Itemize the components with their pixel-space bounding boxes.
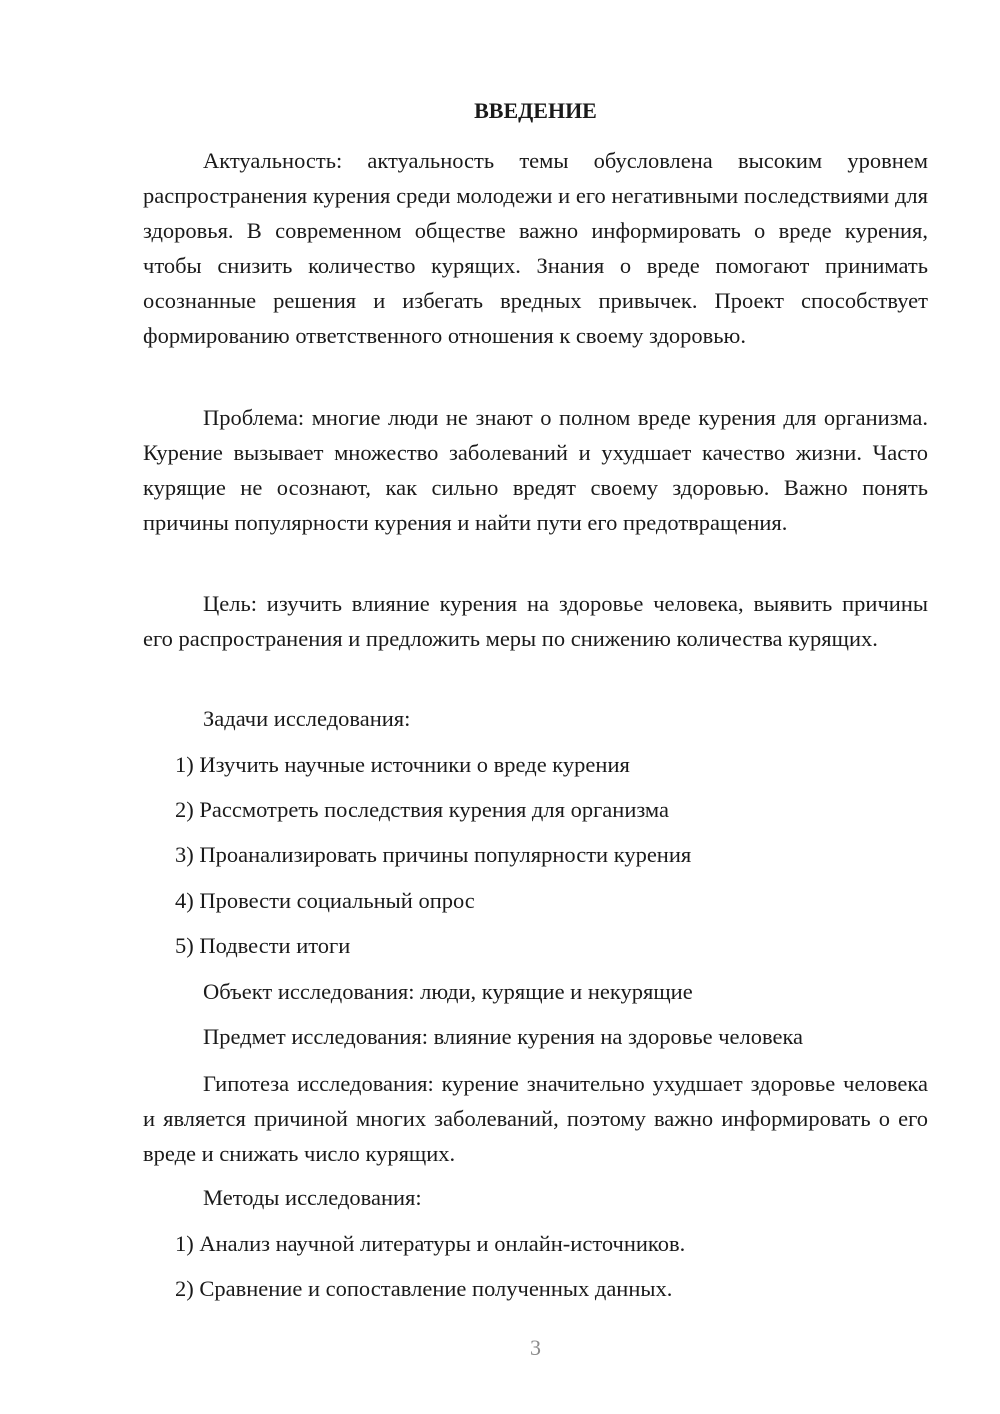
hypothesis-paragraph: Гипотеза исследования: курение значительно ухудшает здоровье человека и является причиной многих заболеваний, поэтому важно информировать о его вреде и снижать число курящих. [143, 1071, 928, 1166]
task-item: 4) Провести социальный опрос [175, 888, 475, 913]
problem-paragraph: Проблема: многие люди не знают о полном вреде курения для организма. Курение вызывает множество заболеваний и ухудшает качество жизни. Часто курящие не осознают, как сильно вредят своему здоровью. Важно понять причины популярности курения и найти пути его предотвращения. [143, 405, 928, 535]
task-item: 1) Изучить научные источники о вреде курения [175, 752, 630, 777]
task-item: 5) Подвести итоги [175, 933, 351, 958]
goal-paragraph: Цель: изучить влияние курения на здоровье человека, выявить причины его распространения и предложить меры по снижению количества курящих. [143, 591, 928, 651]
relevance-paragraph: Актуальность: актуальность темы обусловлена высоким уровнем распространения курения среди молодежи и его негативными последствиями для здоровья. В современном обществе важно информировать о вреде курения, чтобы снизить количество курящих. Знания о вреде помогают принимать осознанные решения и избегать вредных привычек. Проект способствует формированию ответственного отношения к своему здоровью. [143, 148, 928, 348]
task-item: 3) Проанализировать причины популярности курения [175, 842, 692, 867]
page-title: ВВЕДЕНИЕ [474, 98, 597, 123]
method-item: 1) Анализ научной литературы и онлайн-источников. [175, 1231, 686, 1256]
method-item: 2) Сравнение и сопоставление полученных данных. [175, 1276, 673, 1301]
task-item: 2) Рассмотреть последствия курения для организма [175, 797, 670, 822]
methods-heading: Методы исследования: [203, 1185, 422, 1210]
research-subject: Предмет исследования: влияние курения на здоровье человека [203, 1024, 804, 1049]
research-object: Объект исследования: люди, курящие и некурящие [203, 979, 693, 1004]
page-number: 3 [530, 1335, 541, 1360]
tasks-heading: Задачи исследования: [203, 706, 411, 731]
